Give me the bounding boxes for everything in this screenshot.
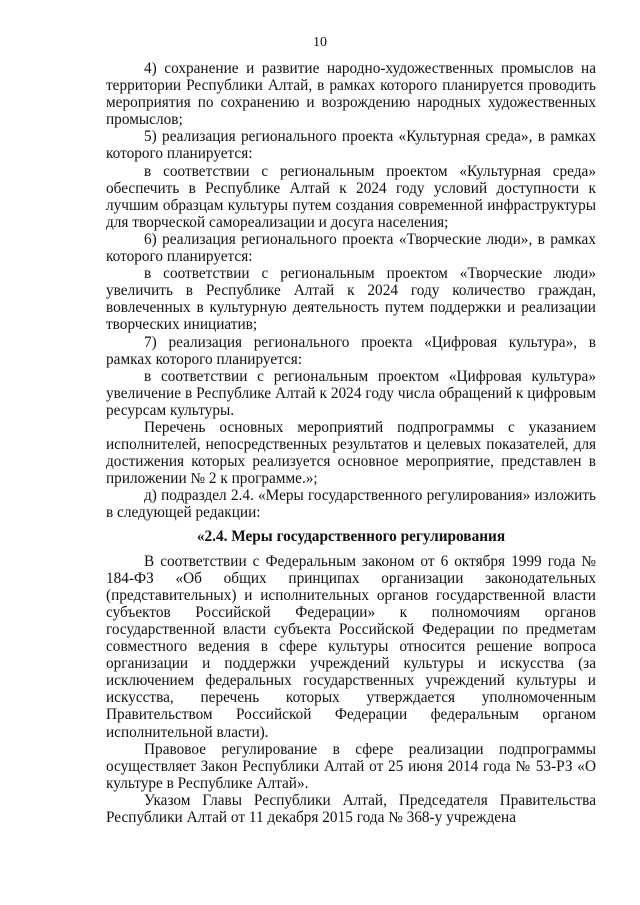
- paragraph-cultural-environment: в соответствии с региональным проектом «Культурная среда» обеспечить в Республике Алтай к 2024 году условий доступности к лучшим образцам культуры путем создания современной инфраструктуры для творческой самореализации и досуга населения;: [106, 162, 596, 231]
- page-number: 10: [313, 35, 327, 50]
- section-heading: «2.4. Меры государственного регулирования: [196, 527, 506, 545]
- paragraph-digital-culture: в соответствии с региональным проектом «Цифровая культура» увеличение в Республике Алтай к 2024 году числа обращений к цифровым ресурсам культуры.: [106, 367, 596, 419]
- paragraph-activities-list: Перечень основных мероприятий подпрограммы с указанием исполнителей, непосредственных результатов и целевых показателей, для достижения которых реализуется основное мероприятие, представлен в приложении № 2 к программе.»;: [106, 418, 596, 488]
- paragraph-item-6: 6) реализация регионального проекта «Творческие люди», в рамках которого планируется:: [106, 230, 596, 266]
- paragraph-item-7: 7) реализация регионального проекта «Цифровая культура», в рамках которого планируется:: [106, 333, 596, 368]
- paragraph-federal-law: В соответствии с Федеральным законом от 6 октября 1999 года № 184-ФЗ «Об общих принципах организации законодательных (представительных) и исполнительных органов государственной власти субъектов Российской Федерации» к полномочиям органов государственной власти субъекта Российской Федерации по предметам совместного ведения в сфере культуры относится решение вопроса организации и поддержки учреждений культуры и искусства (за исключением федеральных государственных учреждений культуры и искусства, перечень которых утверждается уполномоченным Правительством Российской Федерации федеральным органом исполнительной власти).: [106, 552, 596, 741]
- paragraph-item-5: 5) реализация регионального проекта «Культурная среда», в рамках которого планируется:: [106, 128, 596, 163]
- paragraph-decree: Указом Главы Республики Алтай, Председателя Правительства Республики Алтай от 11 декабря 2015 года № 368-у учреждена: [106, 791, 596, 827]
- paragraph-item-4: 4) сохранение и развитие народно-художественных промыслов на территории Республики Алтай, в рамках которого планируется проводить мероприятия по сохранению и возрождению народных художественных промыслов;: [106, 60, 596, 129]
- paragraph-subsection-d: д) подраздел 2.4. «Меры государственного регулирования» изложить в следующей редакции:: [106, 487, 596, 522]
- paragraph-legal-regulation: Правовое регулирование в сфере реализации подпрограммы осуществляет Закон Республики Алтай от 25 июня 2014 года № 53-РЗ «О культуре в Республике Алтай».: [106, 740, 596, 792]
- paragraph-creative-people: в соответствии с региональным проектом «Творческие люди» увеличить в Республике Алтай к 2024 году количество граждан, вовлеченных в культурную деятельность путем поддержки и реализации творческих инициатив;: [106, 265, 596, 334]
- document-body: [106, 60, 596, 826]
